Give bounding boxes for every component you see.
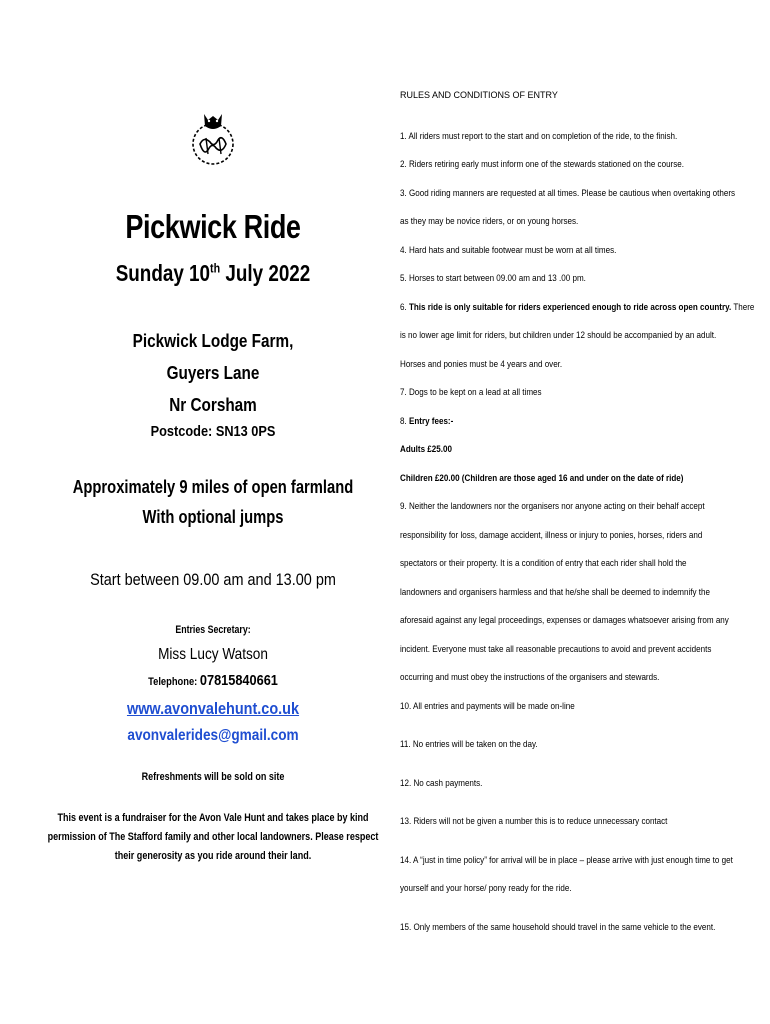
hunt-crest-logo — [188, 110, 238, 170]
rule-1: 1. All riders must report to the start and on completion of the ride, to the finish. — [400, 130, 678, 142]
rule-9-cont5: incident. Everyone must take all reasonable precautions to avoid and prevent accidents — [400, 643, 712, 655]
rule-3: 3. Good riding manners are requested at all times. Please be cautious when overtaking others — [400, 187, 736, 199]
refreshments-note: Refreshments will be sold on site — [141, 771, 285, 783]
entries-secretary-name: Miss Lucy Watson — [158, 646, 268, 663]
fee-adults: Adults £25.00 — [400, 444, 452, 456]
ride-description: Approximately 9 miles of open farmland With optional jumps — [72, 477, 354, 527]
telephone: Telephone: 07815840661 — [148, 672, 278, 689]
start-times: Start between 09.00 am and 13.00 pm — [90, 570, 336, 589]
rule-12: 12. No cash payments. — [400, 777, 483, 789]
rule-6: 6. This ride is only suitable for riders experienced enough to ride across open country. There — [400, 301, 755, 313]
event-title: Pickwick Ride — [125, 208, 301, 245]
rule-9-cont1: responsibility for loss, damage accident, illness or injury to ponies, horses, riders and — [400, 529, 703, 541]
rule-15: 15. Only members of the same household should travel in the same vehicle to the event. — [400, 921, 716, 933]
rules-column — [400, 90, 755, 942]
rules-list — [400, 123, 755, 943]
entries-secretary-label: Entries Secretary: — [175, 624, 251, 636]
fee-children: Children £20.00 (Children are those aged 16 and under on the date of ride) — [400, 472, 684, 484]
rule-9-cont3: landowners and organisers harmless and that he/she shall be deemed to indemnify the — [400, 586, 711, 598]
rule-9: 9. Neither the landowners nor the organisers nor anyone acting on their behalf accept — [400, 501, 705, 513]
rule-14-cont: yourself and your horse/ pony ready for the ride. — [400, 883, 572, 895]
rule-9-cont6: occurring and must obey the instructions of the organisers and stewards. — [400, 672, 660, 684]
rule-7: 7. Dogs to be kept on a lead at all times — [400, 387, 542, 399]
rule-5: 5. Horses to start between 09.00 am and 13 .00 pm. — [400, 273, 586, 285]
rule-11: 11. No entries will be taken on the day. — [400, 739, 538, 751]
website-link[interactable]: www.avonvalehunt.co.uk — [126, 699, 300, 718]
rule-9-cont4: aforesaid against any legal proceedings, expenses or damages whatsoever arising from any — [400, 615, 729, 627]
event-address: Pickwick Lodge Farm, Guyers Lane Nr Corsham — [132, 331, 294, 415]
event-column — [30, 110, 396, 866]
rule-3-cont: as they may be novice riders, or on young horses. — [400, 216, 579, 228]
email-link[interactable]: avonvalerides@gmail.com — [127, 727, 299, 744]
fundraiser-note: This event is a fundraiser for the Avon Vale Hunt and takes place by kind permission of The Stafford family and other local landowners. Please respect their generosity as you ride around their land. — [47, 812, 379, 862]
rules-heading: RULES AND CONDITIONS OF ENTRY — [400, 90, 558, 100]
rule-6-cont2: Horses and ponies must be 4 years and over. — [400, 358, 563, 370]
rule-10: 10. All entries and payments will be made on-line — [400, 700, 575, 712]
rule-2: 2. Riders retiring early must inform one of the stewards stationed on the course. — [400, 159, 684, 171]
event-date: Sunday 10th July 2022 — [115, 260, 311, 286]
rule-4: 4. Hard hats and suitable footwear must be worn at all times. — [400, 244, 617, 256]
rule-13: 13. Riders will not be given a number this is to reduce unnecessary contact — [400, 816, 668, 828]
rule-14: 14. A “just in time policy” for arrival will be in place – please arrive with just enough time to get — [400, 854, 733, 866]
rule-9-cont2: spectators or their property. It is a condition of entry that each rider shall hold the — [400, 558, 687, 570]
event-postcode: Postcode: SN13 0PS — [150, 423, 276, 440]
rule-6-cont: is no lower age limit for riders, but children under 12 should be accompanied by an adult. — [400, 330, 717, 342]
rule-8: 8. Entry fees:- — [400, 415, 454, 427]
